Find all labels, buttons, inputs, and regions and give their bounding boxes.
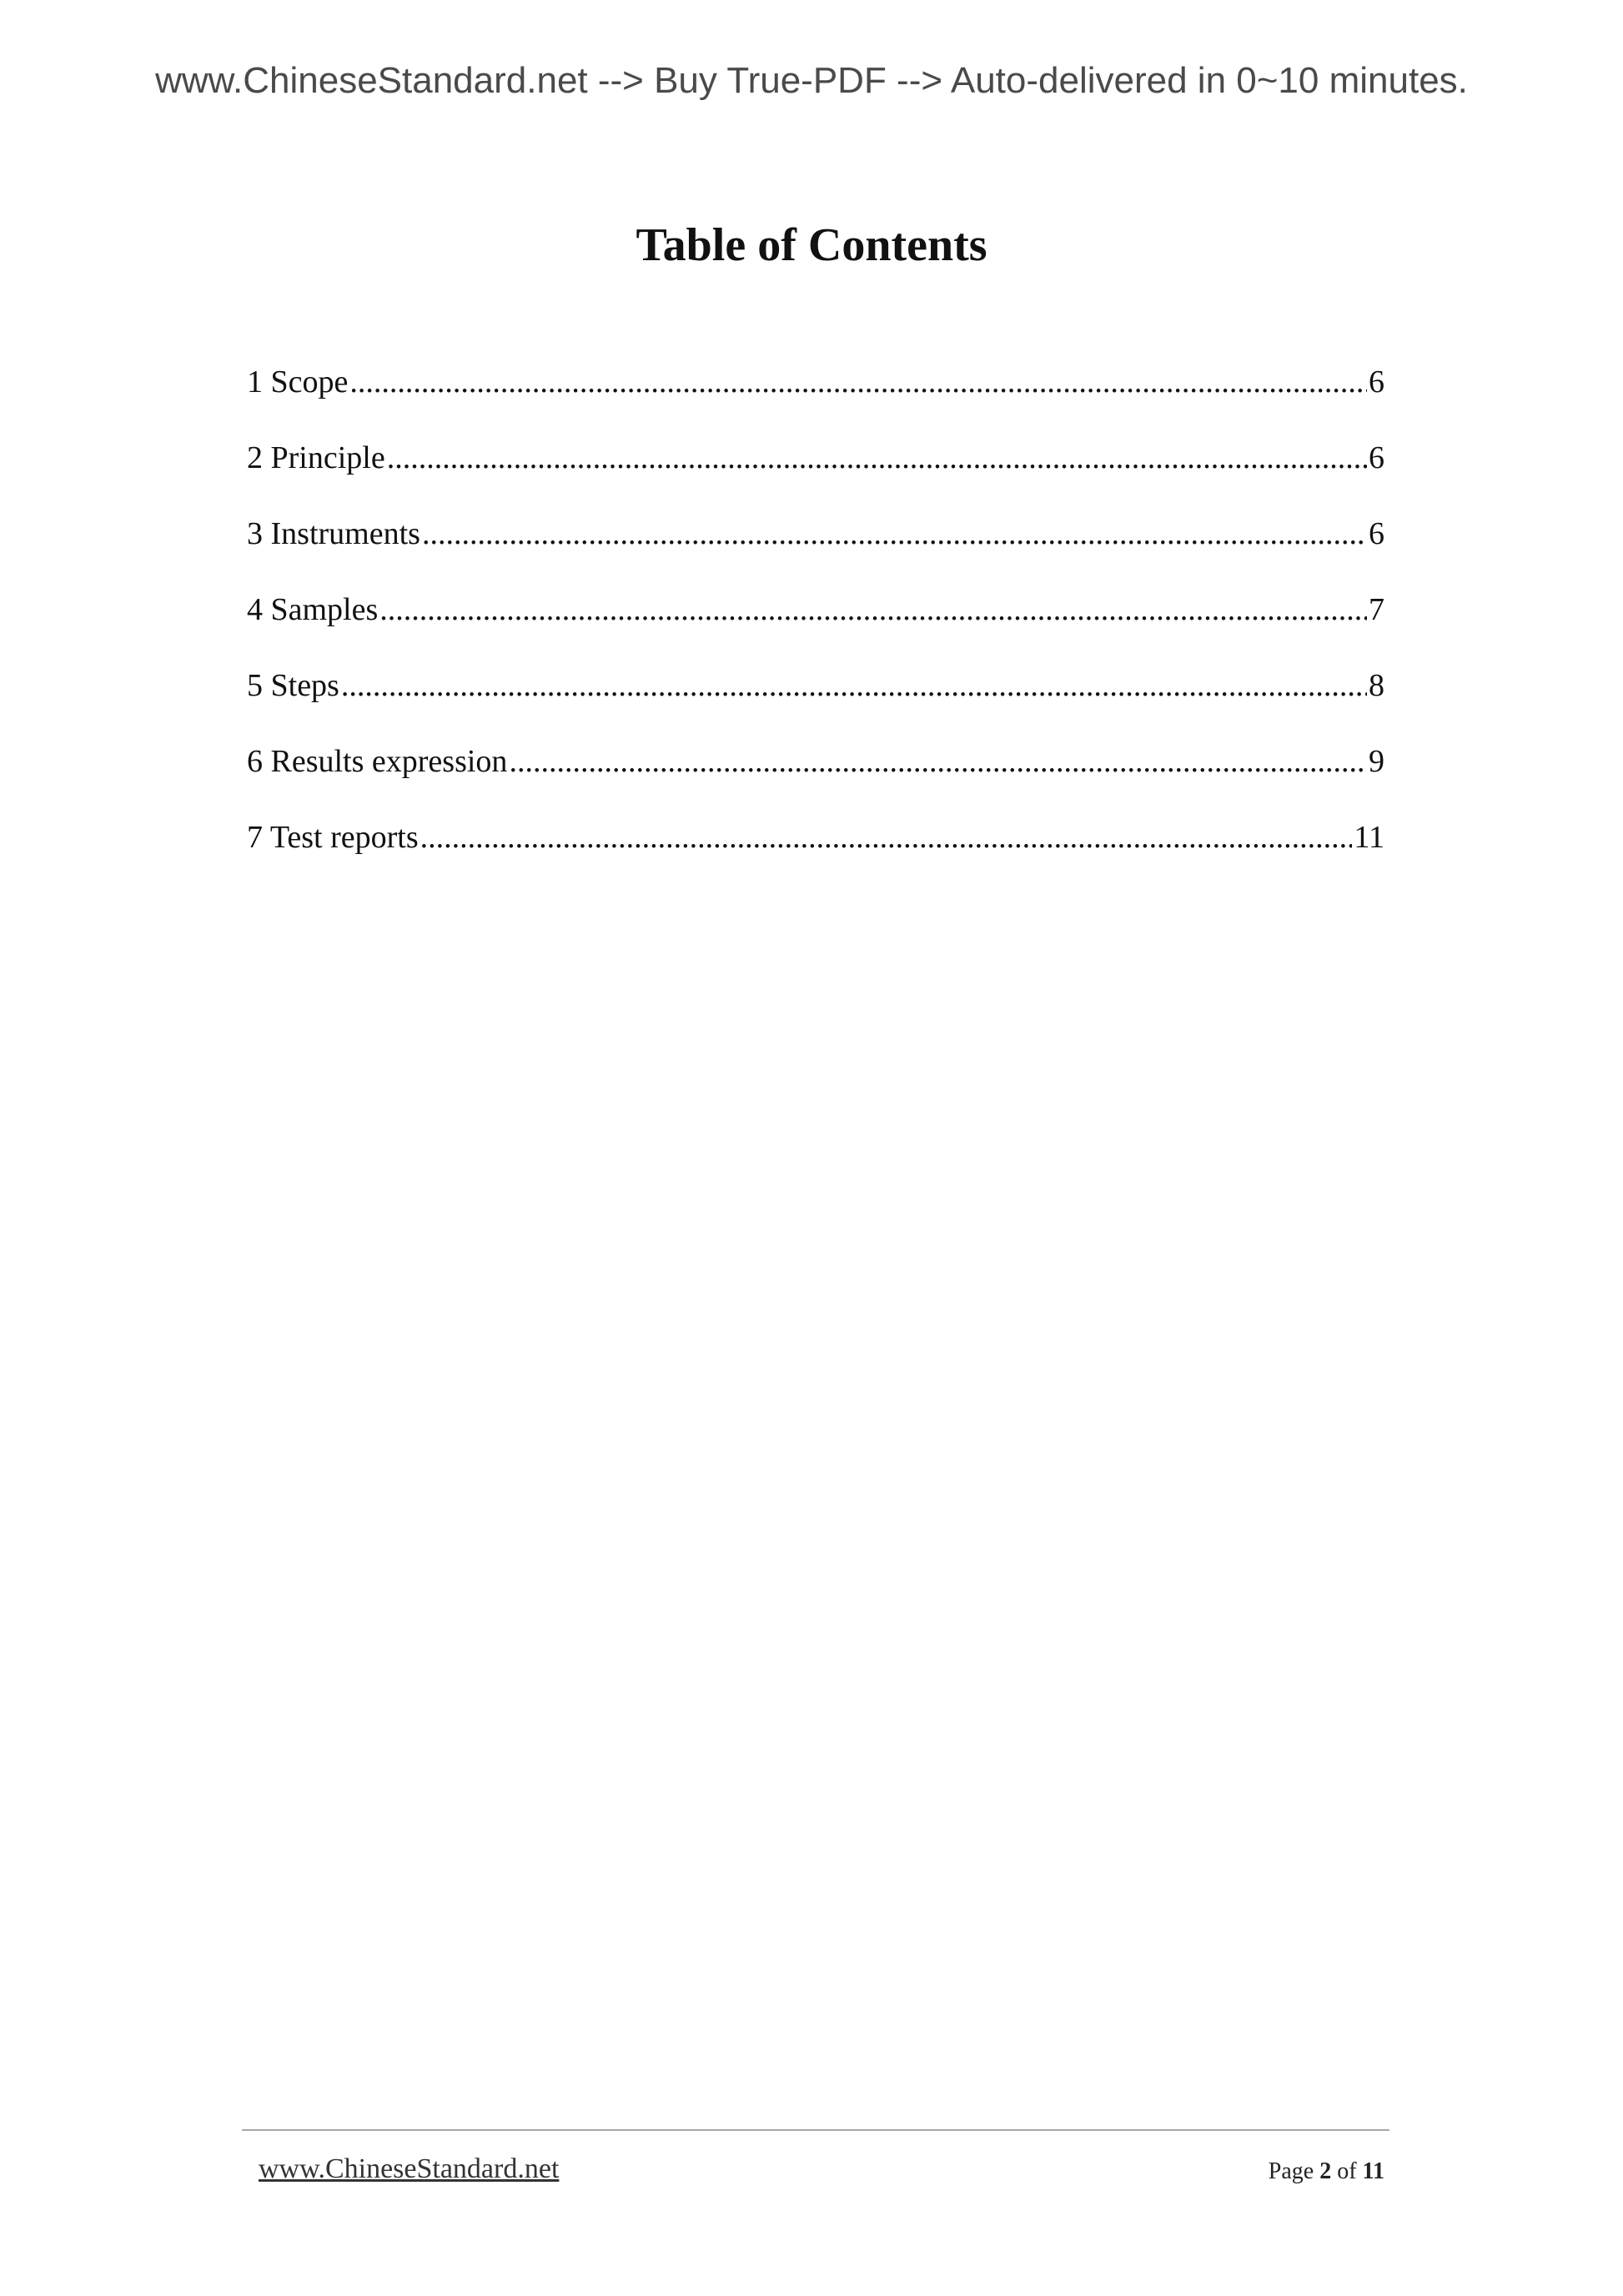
toc-entry-page: 6 bbox=[1369, 516, 1384, 551]
header-banner: www.ChineseStandard.net --> Buy True-PDF --> Auto-delivered in 0~10 minutes. bbox=[155, 60, 1468, 101]
footer-divider bbox=[242, 2129, 1389, 2131]
toc-dot-leader bbox=[341, 667, 1367, 704]
toc-entry[interactable] bbox=[247, 819, 1384, 895]
toc-entry-label: 7 Test reports bbox=[247, 820, 419, 855]
current-page-number: 2 bbox=[1319, 2158, 1332, 2184]
toc-entry-label: 2 Principle bbox=[247, 440, 385, 475]
toc-entry-page: 9 bbox=[1369, 744, 1384, 779]
toc-entry-label: 6 Results expression bbox=[247, 744, 508, 779]
toc-entry[interactable] bbox=[247, 743, 1384, 819]
toc-entry[interactable] bbox=[247, 364, 1384, 440]
toc-entry[interactable] bbox=[247, 440, 1384, 515]
footer-website-link[interactable]: www.ChineseStandard.net bbox=[259, 2153, 560, 2184]
toc-dot-leader bbox=[422, 515, 1367, 552]
page-number bbox=[1269, 2158, 1384, 2185]
page-prefix: Page bbox=[1268, 2158, 1314, 2184]
page-title: Table of Contents bbox=[636, 219, 987, 271]
toc-dot-leader bbox=[387, 440, 1367, 476]
toc-entry-page: 8 bbox=[1369, 668, 1384, 703]
toc-entry-label: 3 Instruments bbox=[247, 516, 420, 551]
page-of-label: of bbox=[1337, 2158, 1357, 2184]
table-of-contents bbox=[247, 364, 1384, 895]
toc-entry-page: 7 bbox=[1369, 592, 1384, 627]
toc-dot-leader bbox=[509, 743, 1367, 780]
toc-entry[interactable] bbox=[247, 591, 1384, 667]
toc-entry-label: 5 Steps bbox=[247, 668, 339, 703]
toc-entry[interactable] bbox=[247, 515, 1384, 591]
toc-entry-page: 6 bbox=[1369, 364, 1384, 399]
toc-dot-leader bbox=[420, 819, 1353, 856]
toc-entry[interactable] bbox=[247, 667, 1384, 743]
toc-entry-page: 11 bbox=[1354, 820, 1384, 855]
toc-dot-leader bbox=[349, 364, 1367, 400]
toc-entry-label: 1 Scope bbox=[247, 364, 349, 399]
toc-entry-label: 4 Samples bbox=[247, 592, 379, 627]
total-page-count: 11 bbox=[1362, 2158, 1384, 2184]
toc-dot-leader bbox=[379, 591, 1367, 628]
toc-entry-page: 6 bbox=[1369, 440, 1384, 475]
